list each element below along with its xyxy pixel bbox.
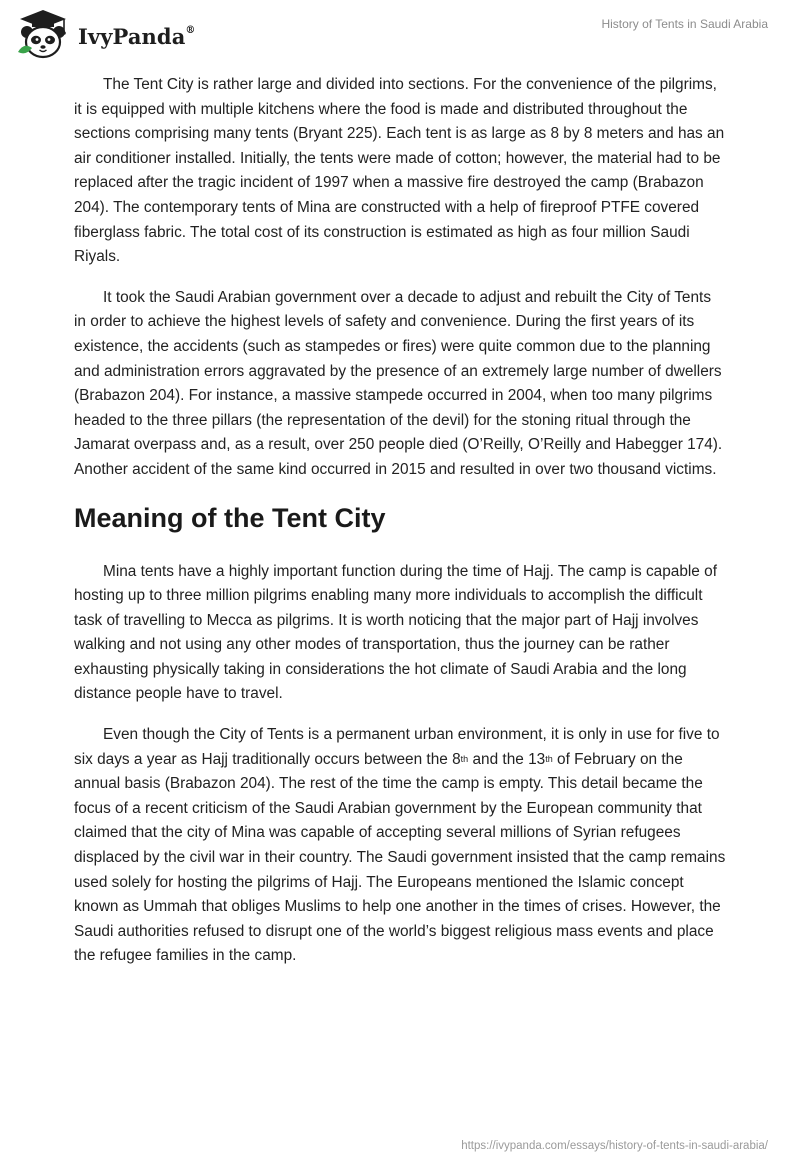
ivypanda-logo[interactable]	[14, 6, 204, 62]
paragraph-hajj-function: Mina tents have a highly important function during the time of Hajj. The camp is capable of hosting up to three million pilgrims enabling many more individuals to accomplish the difficult task of travelling to Mecca as pilgrims. It is worth noticing that the major part of Hajj involves walking and not using any other modes of transportation, thus the journey can be rather exhausting physically taking in considerations the hot climate of Saudi Arabia and the long distance people have to travel.	[74, 562, 717, 703]
page-header	[0, 0, 800, 70]
article-body	[74, 73, 726, 985]
paragraph-tent-city-layout: The Tent City is rather large and divided into sections. For the convenience of the pilgrims, it is equipped with multiple kitchens where the food is made and distributed throughout the sections comprising many tents (Bryant 225). Each tent is as large as 8 by 8 meters and has an air conditioner installed. Initially, the tents were made of cotton; however, the material had to be replaced after the tragic incident of 1997 when a massive fire destroyed the camp (Brabazon 204). The contemporary tents of Mina are constructed with a help of fireproof PTFE covered fiberglass fabric. The total cost of its construction is estimated as high as four million Saudi Riyals.	[74, 76, 725, 266]
logo-wordmark: IvyPanda®	[78, 23, 196, 49]
section-heading: Meaning of the Tent City	[74, 502, 386, 533]
ordinal-suffix: th	[545, 753, 553, 764]
panda-graduation-cap-icon	[14, 8, 72, 60]
paragraph-refugee-criticism: Even though the City of Tents is a permanent urban environment, it is only in use for five to six days a year as Hajj traditionally occurs between the 8th and the 13th of February on the annual basis (Brabazon 204). The rest of the time the camp is empty. This detail became the focus of a recent criticism of the Saudi Arabian government by the European community that claimed that the city of Mina was capable of accepting several millions of Syrian refugees displaced by the civil war in their country. The Saudi government insisted that the camp remains used solely for hosting the pilgrims of Hajj. The Europeans mentioned the Islamic concept known as Ummah that obliges Muslims to help one another in the times of crises. However, the Saudi authorities refused to disrupt one of the world’s biggest religious mass events and place the refugee families in the camp.	[74, 726, 726, 965]
paragraph-rebuild-history: It took the Saudi Arabian government over a decade to adjust and rebuilt the City of Tents in order to achieve the highest levels of safety and convenience. During the first years of its existence, the accidents (such as stampedes or fires) were quite common due to the planning and administration errors aggravated by the presence of an extremely large number of dwellers (Brabazon 204). For instance, a massive stampede occurred in 2004, when too many pilgrims headed to the three pillars (the representation of the devil) for the stoning ritual through the Jamarat overpass and, as a result, over 250 people died (O’Reilly, O’Reilly and Habegger 174). Another accident of the same kind occurred in 2015 and resulted in over two thousand victims.	[74, 288, 723, 478]
document-title: History of Tents in Saudi Arabia	[601, 17, 768, 31]
registered-mark: ®	[185, 24, 196, 36]
source-url-link[interactable]: https://ivypanda.com/essays/history-of-tents-in-saudi-arabia/	[461, 1140, 768, 1152]
ordinal-suffix: th	[460, 753, 469, 764]
